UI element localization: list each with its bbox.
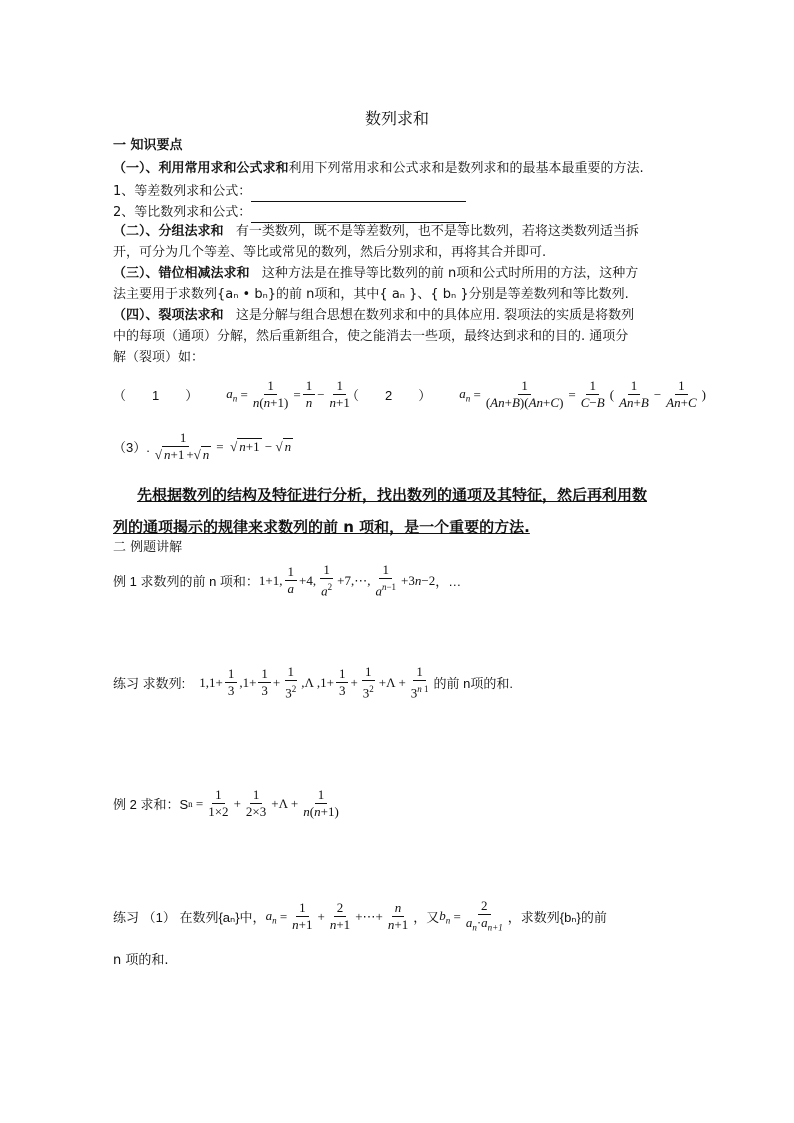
paragraph-text: 利用下列常用求和公式求和是数列求和的最基本最重要的方法. xyxy=(288,161,644,176)
formula-1: （ 1 ） $a_n$ = $\frac{1}{n(n+1)}$ = $\frac{1}{n}$ − $\frac{1}{n+1}$ xyxy=(113,378,350,410)
example-label: 例 1 求数列的前 n 项和： xyxy=(113,574,259,590)
formula-3: （3）. $\frac{1}{√ n+1 +√ n}$ = √ n+1 − √ n xyxy=(113,430,292,462)
paragraph-text: 有一类数列，既不是等差数列，也不是等比数列，若将这类数列适当拆 xyxy=(235,224,639,239)
formula-label: （ 1 ） xyxy=(113,388,199,403)
section-heading-examples: 二 例题讲解 xyxy=(113,540,183,555)
subheading-common-formula: （一）、利用常用求和公式求和 xyxy=(113,161,289,176)
formula-label: （ 2 ） xyxy=(346,388,432,403)
example-1: 例 1 求数列的前 n 项和： 1+1, $\frac{1}{a}$ +4, $\frac{1}{a^2}$ +7,⋯, $\frac{1}{a^{n-1}}$ +3n−2 ，… xyxy=(113,562,462,599)
arithmetic-sum-item xyxy=(113,182,683,202)
subheading-grouping: （二）、分组法求和 xyxy=(113,224,224,239)
paragraph-grouping xyxy=(113,222,683,242)
subheading-split-terms: （四）、裂项法求和 xyxy=(113,308,224,323)
paragraph-offset-subtract xyxy=(113,264,683,284)
paragraph-text-line: 解（裂项）如： xyxy=(113,350,205,365)
section-heading-knowledge: 一 知识要点 xyxy=(113,138,183,153)
fill-blank xyxy=(251,208,466,223)
subheading-offset-subtract: （三）、错位相减法求和 xyxy=(113,266,250,281)
example-tail: ，… xyxy=(435,574,462,590)
fill-blank xyxy=(251,187,466,202)
item-label: 1、等差数列求和公式： xyxy=(113,184,252,199)
emphasis-line: 先根据数列的结构及特征进行分析，找出数列的通项及其特征，然后再利用数 xyxy=(137,486,648,504)
practice-tail: 的前 n项的和. xyxy=(433,676,514,692)
practice-tail: ，求数列{bₙ}的前 xyxy=(507,910,607,926)
item-label: 2、等比数列求和公式： xyxy=(113,205,252,220)
practice-2-end: n 项的和. xyxy=(113,953,169,968)
paragraph-text-line: 中的每项（通项）分解，然后重新组合，使之能消去一些项，最终达到求和的目的. 通项分 xyxy=(113,329,629,344)
practice-1: 练习 求数列: 1,1+ $\frac{1}{3}$ ,1+ $\frac{1}{3}$ + $\frac{1}{3^2}$ ,Λ ,1+ $\frac{1}{3}$ + $\frac{1}{3^2}$ +Λ + $\frac{1}{3^{n 1}}$ 的前 n项的和. xyxy=(113,664,514,701)
paragraph-text-line: 法主要用于求数列{aₙ • bₙ}的前 n项和，其中{ aₙ }、{ bₙ }分别是等差数列和等比数列. xyxy=(113,287,629,302)
practice-label: 练习 （1） 在数列{aₙ}中， xyxy=(113,910,266,926)
page-title: 数列求和 xyxy=(364,109,429,128)
geometric-sum-item xyxy=(113,203,683,223)
example-label: 例 2 求和：S xyxy=(113,797,189,812)
paragraph-text: 这种方法是在推导等比数列的前 n项和公式时所用的方法，这种方 xyxy=(261,266,639,281)
paragraph-common-formula xyxy=(113,159,683,179)
practice-label: 练习 求数列: xyxy=(113,676,186,692)
formula-2: （ 2 ） $a_n$ = $\frac{1}{(An+B)(An+C)}$ = $\frac{1}{C-B}$ ( $\frac{1}{An+B}$ − $\frac{1}{An+C}$ ) xyxy=(346,378,706,410)
practice-mid: ，又 xyxy=(413,910,440,926)
paragraph-split-terms xyxy=(113,306,683,326)
paragraph-text: 这是分解与组合思想在数列求和中的具体应用. 裂项法的实质是将数列 xyxy=(235,308,635,323)
formula-label: （3）. xyxy=(113,440,150,455)
paragraph-text-line: 开，可分为几个等差、等比或常见的数列，然后分别求和，再将其合并即可. xyxy=(113,245,547,260)
emphasis-line: 列的通项揭示的规律来求数列的前 n 项和，是一个重要的方法. xyxy=(113,518,530,536)
key-method-emphasis xyxy=(113,478,683,512)
practice-2: 练习 （1） 在数列{aₙ}中， $a_n$ = $\frac{1}{n+1}$ + $\frac{2}{n+1}$ +⋯+ $\frac{n}{n+1}$ ，又 $b_n$ = $\frac{2}{a_n\cdot a_{n+1}}$ ，求数列{bₙ}的前 xyxy=(113,898,607,933)
example-2: 例 2 求和：S n = $\frac{1}{1\times 2}$ + $\frac{1}{2\times 3}$ +Λ + $\frac{1}{n(n+1)}$ xyxy=(113,787,339,819)
